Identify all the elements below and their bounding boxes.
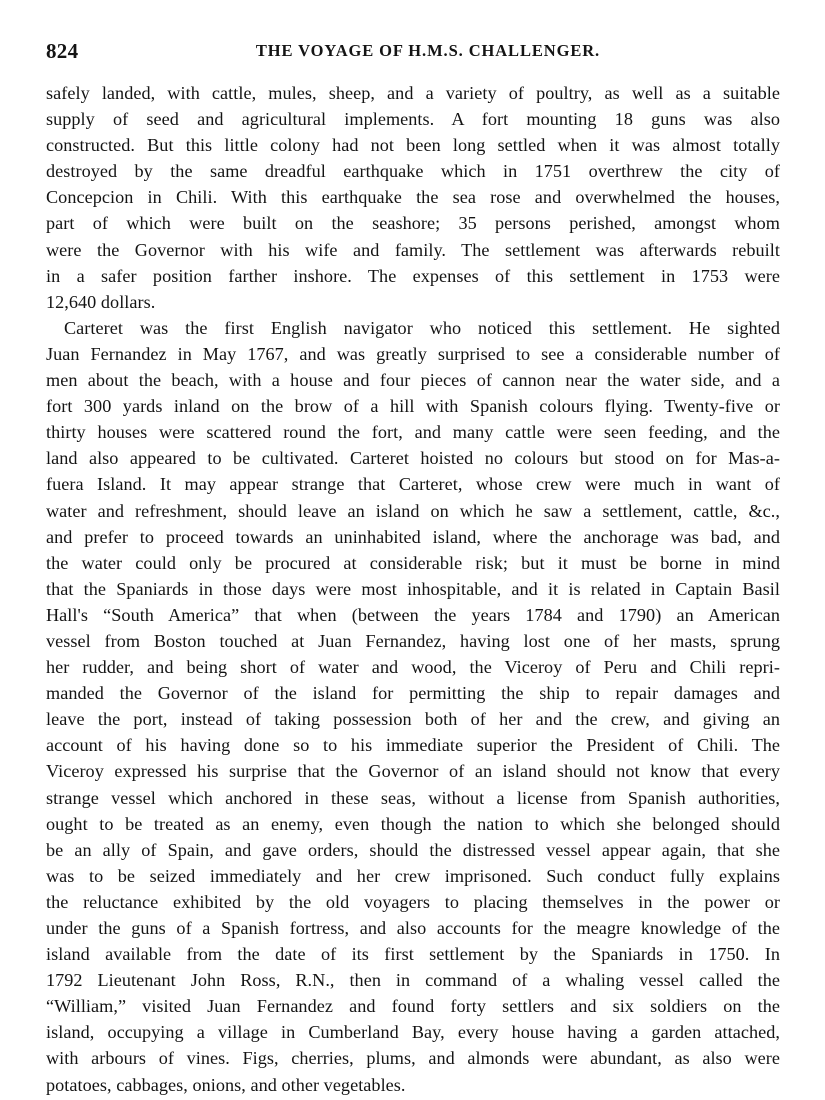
text-line: vessel from Boston touched at Juan Fernandez, having lost one of her masts, sprung bbox=[46, 630, 780, 651]
text-line: fort 300 yards inland on the brow of a hill with Spanish colours flying. Twenty-five or bbox=[46, 396, 780, 417]
text-line: land also appeared to be cultivated. Carteret hoisted no colours but stood on for Mas-a- bbox=[46, 448, 780, 469]
text-line: her rudder, and being short of water and wood, the Viceroy of Peru and Chili repri- bbox=[46, 657, 780, 678]
text-line: destroyed by the same dreadful earthquake which in 1751 overthrew the city of bbox=[46, 161, 780, 182]
text-line: 12,640 dollars. bbox=[46, 291, 156, 312]
text-line: part of which were built on the seashore; 35 persons perished, amongst whom bbox=[46, 213, 780, 234]
text-line: account of his having done so to his immediate superior the President of Chili. The bbox=[46, 735, 780, 756]
running-title: THE VOYAGE OF H.M.S. CHALLENGER. bbox=[255, 41, 601, 60]
text-line: ought to be treated as an enemy, even though the nation to which she belonged should bbox=[46, 813, 780, 834]
text-line: “William,” visited Juan Fernandez and found forty settlers and six soldiers on the bbox=[46, 996, 780, 1017]
page-number: 824 bbox=[46, 39, 79, 63]
text-line: Viceroy expressed his surprise that the Governor of an island should not know that every bbox=[46, 761, 780, 782]
text-line: leave the port, instead of taking possession both of her and the crew, and giving an bbox=[46, 709, 780, 730]
text-line: strange vessel which anchored in these seas, without a license from Spanish authorities, bbox=[46, 787, 780, 808]
text-line: water and refreshment, should leave an island on which he saw a settlement, cattle, &c., bbox=[46, 500, 780, 521]
text-line: under the guns of a Spanish fortress, and also accounts for the meagre knowledge of the bbox=[46, 918, 780, 938]
text-line: manded the Governor of the island for permitting the ship to repair damages and bbox=[46, 683, 780, 704]
text-line: thirty houses were scattered round the fort, and many cattle were seen feeding, and the bbox=[46, 422, 780, 443]
text-line: the water could only be procured at considerable risk; but it must be borne in mind bbox=[46, 552, 780, 573]
paragraph bbox=[46, 80, 780, 315]
text-line: with arbours of vines. Figs, cherries, plums, and almonds were abundant, as also were bbox=[46, 1048, 780, 1069]
text-line: the reluctance exhibited by the old voyagers to placing themselves in the power or bbox=[46, 891, 780, 912]
text-line: were the Governor with his wife and family. The settlement was afterwards rebuilt bbox=[46, 239, 780, 260]
text-line: potatoes, cabbages, onions, and other vegetables. bbox=[46, 1074, 406, 1095]
text-line: Carteret was the first English navigator who noticed this settlement. He sighted bbox=[64, 317, 780, 338]
text-line: Juan Fernandez in May 1767, and was greatly surprised to see a considerable number of bbox=[46, 343, 780, 364]
text-line: safely landed, with cattle, mules, sheep, and a variety of poultry, as well as a suitable bbox=[46, 83, 780, 103]
text-line: Concepcion in Chili. With this earthquake the sea rose and overwhelmed the houses, bbox=[46, 187, 780, 208]
text-line: 1792 Lieutenant John Ross, R.N., then in command of a whaling vessel called the bbox=[46, 970, 780, 991]
text-line: was to be seized immediately and her crew imprisoned. Such conduct fully explains bbox=[46, 865, 780, 886]
text-line: men about the beach, with a house and four pieces of cannon near the water side, and a bbox=[46, 370, 780, 391]
paragraph bbox=[46, 315, 780, 1098]
text-line: be an ally of Spain, and gave orders, should the distressed vessel appear again, that she bbox=[46, 839, 780, 860]
text-line: and prefer to proceed towards an uninhabited island, where the anchorage was bad, and bbox=[46, 526, 780, 547]
body-text bbox=[46, 80, 780, 1098]
text-line: fuera Island. It may appear strange that Carteret, whose crew were much in want of bbox=[46, 474, 780, 495]
text-line: island, occupying a village in Cumberland Bay, every house having a garden attached, bbox=[46, 1022, 780, 1043]
text-line: that the Spaniards in those days were most inhospitable, and it is related in Captain Basil bbox=[46, 578, 780, 599]
running-header bbox=[46, 36, 780, 66]
text-line: supply of seed and agricultural implements. A fort mounting 18 guns was also bbox=[46, 109, 780, 130]
text-line: Hall's “South America” that when (between the years 1784 and 1790) an American bbox=[46, 604, 780, 625]
text-line: island available from the date of its first settlement by the Spaniards in 1750. In bbox=[46, 944, 780, 965]
text-line: constructed. But this little colony had not been long settled when it was almost totally bbox=[46, 135, 780, 156]
text-line: in a safer position farther inshore. The expenses of this settlement in 1753 were bbox=[46, 265, 780, 286]
